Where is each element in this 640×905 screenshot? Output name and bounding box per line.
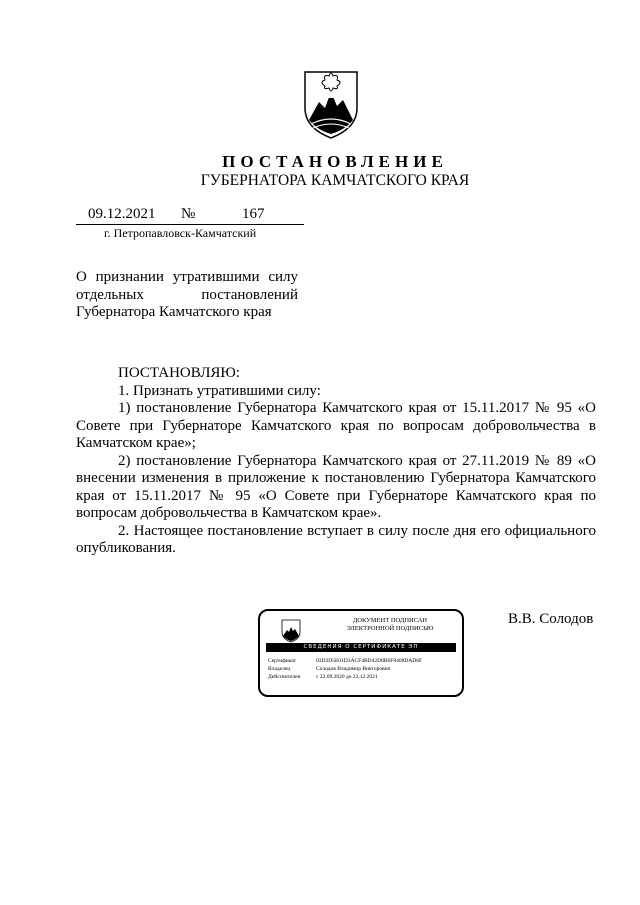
number-sign: № (181, 206, 196, 222)
date-number-line (76, 206, 304, 225)
kamchatka-emblem-icon (301, 62, 361, 140)
document-subject (76, 269, 298, 322)
signer-name: В.В. Солодов (508, 611, 594, 627)
issuer-subtitle: ГУБЕРНАТОРА КАМЧАТСКОГО КРАЯ (200, 172, 470, 189)
subject-line: отдельных постановлений (76, 286, 298, 303)
document-number: 167 (242, 206, 265, 222)
stamp-valid-row: Действителен с 22.09.2020 до 22.12.2021 (268, 674, 378, 680)
paragraph-1-2: 2) постановление Губернатора Камчатского края от 27.11.2019 № 89 «О внесении изменения в приложение к постановлению Губернатора Камчатского края от 15.11.2017 № 95 «О Совете при Губернаторе Камчатского края по вопросам добровольчества в Камчатском крае». (76, 452, 596, 521)
stamp-owner-row: Владелец Солодов Владимир Викторович (268, 666, 391, 672)
document-date: 09.12.2021 (88, 206, 156, 222)
paragraph-1-1: 1) постановление Губернатора Камчатского края от 15.11.2017 № 95 «О Совете при Губернаторе Камчатского края по вопросам добровольчества в Камчатском крае»; (76, 400, 596, 451)
electronic-signature-stamp (258, 609, 464, 697)
stamp-bar: СВЕДЕНИЯ О СЕРТИФИКАТЕ ЭП (266, 643, 456, 652)
document-title: ПОСТАНОВЛЕНИЕ (222, 152, 448, 171)
document-body (76, 365, 596, 558)
paragraph-2: 2. Настоящее постановление вступает в силу после дня его официального опубликования. (76, 522, 596, 556)
decree-word: ПОСТАНОВЛЯЮ: (118, 365, 240, 381)
place-of-issue: г. Петропавловск-Камчатский (104, 226, 257, 240)
stamp-header: ДОКУМЕНТ ПОДПИСАН ЭЛЕКТРОННОЙ ПОДПИСЬЮ (346, 617, 434, 632)
subject-line: О признании утратившими силу (76, 269, 298, 285)
paragraph-1: 1. Признать утратившими силу: (118, 382, 321, 399)
subject-line: Губернатора Камчатского края (76, 304, 272, 320)
emblem-small-icon (280, 617, 302, 643)
stamp-cert-row: Сертификат 03D2D5E01D3ACF4BD42D8B6F8408DAD6F (268, 658, 423, 664)
